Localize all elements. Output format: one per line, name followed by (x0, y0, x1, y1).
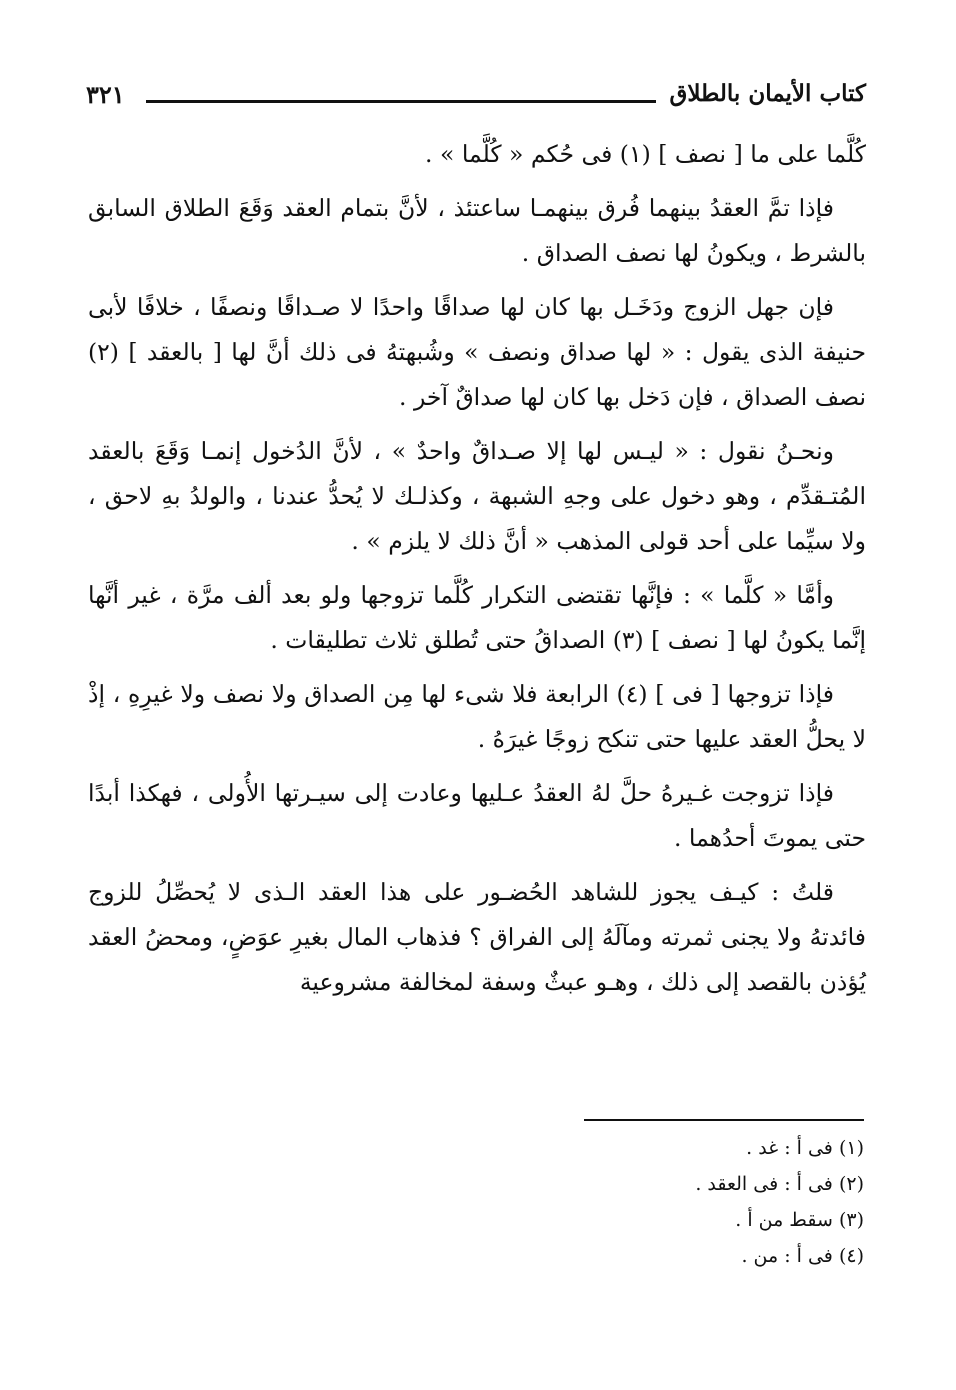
footnote-text: فى أ : من . (741, 1245, 833, 1267)
paragraph: كُلَّما على ما [ نصف ] (١) فى حُكم « كُلَّما » . (425, 140, 866, 168)
footnote (560, 1130, 864, 1166)
paragraph: قلتُ : كيـف يجوز للشاهد الحُضـور على هذا العقد الـذى لا يُحصِّلُ للزوج فائدتهُ ولا يجنى ثمرته ومآلَهُ إلى الفراق ؟ فذهاب المال بغيرِ عوَضٍ، ومحضُ العقد يُؤذن بالقصد إلى ذلك ، وهـو عبثٌ وسفة لمخالفة مشروعية (88, 878, 866, 996)
footnote-text: فى أ : فى العقد . (695, 1173, 833, 1195)
footnote-number: (١) (838, 1137, 864, 1159)
paragraph: فإذا تزوجها [ فى ] (٤) الرابعة فلا شىء لها مِن الصداق ولا نصف ولا غيرِهِ ، إذْ لا يحلُّ العقد عليها حتى تنكح زوجًا غيرَهُ . (88, 680, 866, 753)
footnote-number: (٣) (838, 1209, 864, 1231)
footnote-text: سقط من أ . (735, 1209, 833, 1231)
footnote (560, 1202, 864, 1238)
paragraph: فإذا تمَّ العقدُ بينهما فُرق بينهمـا ساعتئذ ، لأنَّ بتمام العقد وَقَعَ الطلاق السابق بالشرط ، ويكونُ لها نصف الصداق . (88, 194, 866, 267)
footnote (560, 1238, 864, 1274)
body-text (88, 132, 866, 1014)
footnotes (560, 1130, 864, 1274)
footnote (560, 1166, 864, 1202)
footnote-number: (٤) (838, 1245, 864, 1267)
header-rule (146, 100, 656, 103)
paragraph: ونحـنُ نقول : « ليـس لها إلا صـداقٌ واحدٌ » ، لأنَّ الدُخول إنمـا وَقَعَ بالعقد المُتـقدِّم ، وهو دخول على وجهِ الشبهة ، وكذلـك لا يُحدُّ عندنا ، والولدُ بهِ لاحق ، ولا سيِّما على أحد قولى المذهب « أنَّ ذلك لا يلزم » . (88, 437, 866, 555)
footnote-text: فى أ : غد . (746, 1137, 833, 1159)
paragraph: وأمَّا « كلَّما » : فإنَّها تقتضى التكرار كُلَّما تزوجها ولو بعد ألف مرَّة ، غير أنَّها إنَّما يكونُ لها [ نصف ] (٣) الصداقُ حتى تُطلق ثلاث تطليقات . (88, 581, 866, 654)
paragraph: فإذا تزوجت غـيرهُ حلَّ لهُ العقدُ عـليها وعادت إلى سيـرتها الأُولى ، فهكذا أبدًا حتى يموتَ أحدُهما . (88, 779, 866, 852)
footnote-rule (584, 1119, 864, 1121)
paragraph: فإن جهل الزوج ودَخَـل بها كان لها صداقًا واحدًا لا صـداقًا ونصفًا ، خلافًا لأبى حنيفة الذى يقول : « لها صداق ونصف » وشُبهتهُ فى ذلك أنَّ لها [ بالعقد ] (٢) نصف الصداق ، فإن دَخل بها كان لها صداقٌ آخر . (88, 293, 866, 411)
footnote-number: (٢) (838, 1173, 864, 1195)
running-header (86, 78, 866, 118)
running-title: كتاب الأيمان بالطلاق (669, 80, 866, 107)
page-number: ٣٢١ (86, 80, 125, 109)
